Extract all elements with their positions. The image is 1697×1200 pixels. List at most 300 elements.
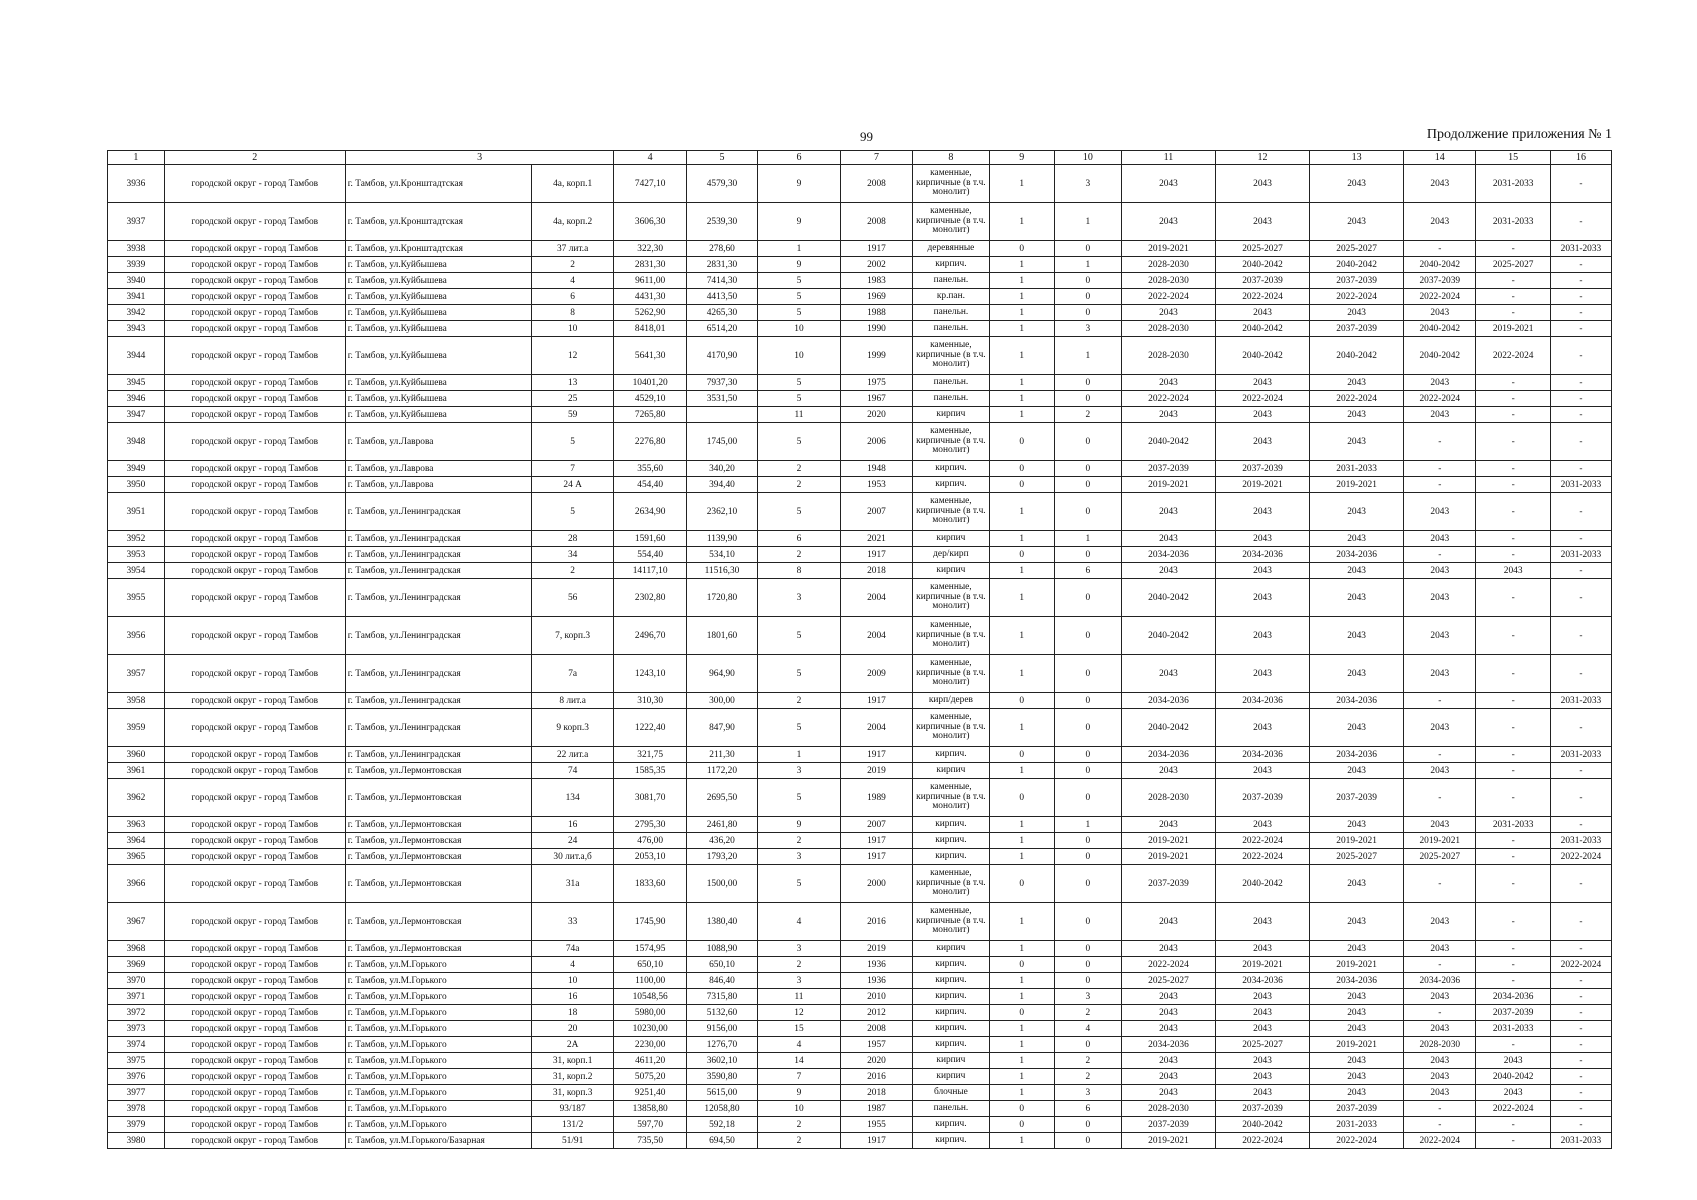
table-cell: 2040-2042 [1216,1117,1310,1133]
table-cell: кирпич. [913,1037,989,1053]
col-header: 6 [758,151,841,165]
table-cell: 2040-2042 [1121,617,1215,655]
table-cell: 2043 [1310,989,1404,1005]
table-cell: городской округ - город Тамбов [164,391,345,407]
table-cell: 0 [989,477,1054,493]
table-cell: 3964 [108,833,165,849]
table-cell: 1 [989,1069,1054,1085]
table-cell: 2037-2039 [1216,461,1310,477]
table-cell: кирпич. [913,849,989,865]
table-cell: г. Тамбов, ул.Лермонтовская [345,833,531,849]
col-header: 10 [1054,151,1121,165]
table-cell: - [1550,423,1611,461]
table-cell: 2043 [1310,531,1404,547]
table-cell: 2043 [1404,493,1476,531]
table-cell: 1 [989,321,1054,337]
table-cell: 5 [758,493,841,531]
table-cell: 1 [989,407,1054,423]
col-header: 1 [108,151,165,165]
table-cell: кирпич. [913,989,989,1005]
table-cell: 22 лит.а [531,747,614,763]
table-cell: 5 [758,273,841,289]
table-cell: кирпич. [913,1117,989,1133]
table-cell: 2 [1054,1005,1121,1021]
table-cell: 650,10 [686,957,757,973]
table-cell: 2034-2036 [1310,693,1404,709]
table-cell: 5 [531,493,614,531]
table-cell: - [1404,1117,1476,1133]
table-cell: блочные [913,1085,989,1101]
table-cell: 4 [758,1037,841,1053]
table-cell: 2040-2042 [1216,865,1310,903]
table-cell: 2043 [1310,423,1404,461]
table-cell: кирпич. [913,817,989,833]
table-cell: 454,40 [614,477,686,493]
table-cell: 1936 [840,957,912,973]
table-cell: 2040-2042 [1404,321,1476,337]
table-cell: 1917 [840,547,912,563]
table-cell: 59 [531,407,614,423]
table-cell: - [1550,709,1611,747]
table-cell: - [1550,865,1611,903]
table-cell: 5 [758,779,841,817]
table-cell: 6514,20 [686,321,757,337]
table-cell: 2043 [1216,617,1310,655]
table-cell: 1 [758,241,841,257]
table-cell: 2043 [1310,655,1404,693]
table-cell: - [1476,461,1550,477]
table-cell: г. Тамбов, ул.Лермонтовская [345,849,531,865]
table-cell: г. Тамбов, ул.Куйбышева [345,321,531,337]
table-cell: 4431,30 [614,289,686,305]
table-cell: 1088,90 [686,941,757,957]
table-cell: 2043 [1404,1085,1476,1101]
table-cell: 1222,40 [614,709,686,747]
table-cell: 3606,30 [614,203,686,241]
table-cell: 12 [758,1005,841,1021]
table-cell: 2040-2042 [1121,709,1215,747]
table-cell: 0 [989,865,1054,903]
table-cell: 1969 [840,289,912,305]
table-cell: 5075,20 [614,1069,686,1085]
table-cell: 650,10 [614,957,686,973]
table-cell: дер/кирп [913,547,989,563]
table-cell: 0 [1054,547,1121,563]
table-cell: 2028-2030 [1121,257,1215,273]
table-cell: 592,18 [686,1117,757,1133]
table-cell: 13858,80 [614,1101,686,1117]
table-cell: 2004 [840,579,912,617]
table-cell: - [1404,865,1476,903]
table-row [108,779,1612,817]
table-row [108,763,1612,779]
table-cell: - [1550,1101,1611,1117]
table-cell: 0 [1054,493,1121,531]
table-cell: 2043 [1121,903,1215,941]
table-cell: 2043 [1404,903,1476,941]
table-cell: 2043 [1121,1005,1215,1021]
table-cell: - [1476,273,1550,289]
table-cell: 8418,01 [614,321,686,337]
table-cell: 2019-2021 [1121,477,1215,493]
table-cell: г. Тамбов, ул.Ленинградская [345,563,531,579]
table-cell: - [1550,165,1611,203]
table-cell: 7а [531,655,614,693]
table-cell: 5 [531,423,614,461]
table-cell: 2043 [1121,563,1215,579]
table-cell: 3971 [108,989,165,1005]
table-cell: 8 [531,305,614,321]
table-cell: 2037-2039 [1216,273,1310,289]
table-cell: 10 [758,321,841,337]
table-cell: каменные, кирпичные (в т.ч. монолит) [913,903,989,941]
table-cell: г. Тамбов, ул.Лермонтовская [345,941,531,957]
table-cell: 5641,30 [614,337,686,375]
table-cell: каменные, кирпичные (в т.ч. монолит) [913,655,989,693]
table-cell: 10401,20 [614,375,686,391]
table-cell: 0 [1054,477,1121,493]
table-row [108,1037,1612,1053]
table-cell: городской округ - город Тамбов [164,1133,345,1149]
table-cell: 3979 [108,1117,165,1133]
table-cell: 11516,30 [686,563,757,579]
table-cell: - [1476,779,1550,817]
table-cell: 2043 [1216,989,1310,1005]
table-cell: 1 [989,203,1054,241]
table-cell: 3948 [108,423,165,461]
table-cell: 4а, корп.1 [531,165,614,203]
table-cell: 2025-2027 [1121,973,1215,989]
table-cell: 4170,90 [686,337,757,375]
table-row [108,337,1612,375]
table-cell: 1 [989,493,1054,531]
table-row [108,461,1612,477]
table-cell: - [1404,747,1476,763]
table-cell: 2037-2039 [1121,865,1215,903]
table-cell: 2019-2021 [1121,833,1215,849]
table-cell: 4 [1054,1021,1121,1037]
table-cell: 0 [1054,1117,1121,1133]
table-cell: - [1550,1085,1611,1101]
table-cell: 3957 [108,655,165,693]
table-cell: 2040-2042 [1216,337,1310,375]
table-cell: г. Тамбов, ул.М.Горького [345,1021,531,1037]
table-cell: 2043 [1404,165,1476,203]
table-cell: 2043 [1310,375,1404,391]
table-cell: 2019-2021 [1121,849,1215,865]
table-cell: 2034-2036 [1216,973,1310,989]
table-cell: 3944 [108,337,165,375]
col-header: 14 [1404,151,1476,165]
table-cell: - [1550,1005,1611,1021]
table-cell: 2025-2027 [1216,1037,1310,1053]
table-cell: г. Тамбов, ул.Лермонтовская [345,865,531,903]
table-cell: г. Тамбов, ул.М.Горького/Базарная [345,1133,531,1149]
table-cell: каменные, кирпичные (в т.ч. монолит) [913,493,989,531]
table-cell: г. Тамбов, ул.Куйбышева [345,289,531,305]
table-cell: 2034-2036 [1216,547,1310,563]
table-cell: 1745,90 [614,903,686,941]
table-cell: - [1476,957,1550,973]
table-cell: 436,20 [686,833,757,849]
table-cell: городской округ - город Тамбов [164,1117,345,1133]
table-cell: 2034-2036 [1404,973,1476,989]
table-cell: - [1550,579,1611,617]
table-cell: городской округ - город Тамбов [164,165,345,203]
table-cell: 3965 [108,849,165,865]
table-cell: 2037-2039 [1310,273,1404,289]
table-row [108,305,1612,321]
table-cell: 131/2 [531,1117,614,1133]
table-cell: г. Тамбов, ул.М.Горького [345,989,531,1005]
table-row [108,493,1612,531]
table-cell: кр.пан. [913,289,989,305]
table-cell: 1 [989,1053,1054,1069]
table-body [108,151,1612,1149]
table-cell: 2043 [1404,709,1476,747]
table-cell: 5 [758,617,841,655]
table-cell: 5262,90 [614,305,686,321]
table-cell: 11 [758,989,841,1005]
table-cell: 2028-2030 [1121,1101,1215,1117]
table-cell: 1 [989,1085,1054,1101]
table-cell: 2025-2027 [1216,241,1310,257]
table-cell: 0 [1054,289,1121,305]
table-cell: 1 [989,375,1054,391]
table-cell: 1953 [840,477,912,493]
table-cell: городской округ - город Тамбов [164,1005,345,1021]
table-cell: 2028-2030 [1121,321,1215,337]
table-cell: 2043 [1216,709,1310,747]
table-cell: 1 [989,337,1054,375]
table-cell: 3943 [108,321,165,337]
table-cell: 2020 [840,1053,912,1069]
table-cell: г. Тамбов, ул.Лаврова [345,423,531,461]
table-cell: 2034-2036 [1216,693,1310,709]
table-cell: 3081,70 [614,779,686,817]
table-cell: 1917 [840,1133,912,1149]
table-cell: 0 [1054,941,1121,957]
table-cell: 2043 [1121,407,1215,423]
table-cell: 4529,10 [614,391,686,407]
table-cell: городской округ - город Тамбов [164,241,345,257]
table-cell: 10230,00 [614,1021,686,1037]
table-cell: 3942 [108,305,165,321]
table-cell: 2022-2024 [1550,957,1611,973]
table-cell: 0 [989,779,1054,817]
table-cell: г. Тамбов, ул.Куйбышева [345,391,531,407]
table-row [108,833,1612,849]
table-cell: - [1550,531,1611,547]
table-cell: 2002 [840,257,912,273]
table-cell: 2043 [1121,375,1215,391]
table-cell: г. Тамбов, ул.Лермонтовская [345,817,531,833]
table-cell: 3962 [108,779,165,817]
table-cell: 1 [989,391,1054,407]
table-cell: 2043 [1216,563,1310,579]
table-cell: 4 [531,957,614,973]
table-cell: 14 [758,1053,841,1069]
table-cell: 31, корп.3 [531,1085,614,1101]
table-cell: 1989 [840,779,912,817]
table-cell: - [1404,693,1476,709]
table-cell: г. Тамбов, ул.Лермонтовская [345,763,531,779]
table-cell: 4 [531,273,614,289]
table-cell: 2043 [1216,493,1310,531]
table-cell: 2037-2039 [1121,1117,1215,1133]
table-cell: 2034-2036 [1310,973,1404,989]
table-cell: 2043 [1404,375,1476,391]
table-cell: 8 лит.а [531,693,614,709]
table-cell: 2043 [1310,305,1404,321]
table-cell: - [1550,321,1611,337]
table-cell: кирпич [913,1069,989,1085]
table-cell: 2 [1054,407,1121,423]
table-cell: каменные, кирпичные (в т.ч. монолит) [913,203,989,241]
table-cell: - [1550,1117,1611,1133]
table-cell: 2043 [1404,817,1476,833]
table-cell: 0 [1054,693,1121,709]
table-cell: 1 [989,165,1054,203]
table-cell: 1585,35 [614,763,686,779]
table-cell: г. Тамбов, ул.Куйбышева [345,257,531,273]
table-cell: 534,10 [686,547,757,563]
table-cell: 134 [531,779,614,817]
table-cell: 0 [1054,423,1121,461]
table-cell: 2043 [1216,655,1310,693]
table-cell: 3940 [108,273,165,289]
table-cell: городской округ - город Тамбов [164,423,345,461]
table-cell: 340,20 [686,461,757,477]
table-cell: 2496,70 [614,617,686,655]
table-row [108,1053,1612,1069]
table-cell: 2025-2027 [1310,241,1404,257]
table-cell: городской округ - город Тамбов [164,617,345,655]
table-cell: - [1550,973,1611,989]
table-row [108,563,1612,579]
table-cell: городской округ - город Тамбов [164,321,345,337]
table-cell: 34 [531,547,614,563]
table-cell: каменные, кирпичные (в т.ч. монолит) [913,709,989,747]
table-cell: 2043 [1216,1069,1310,1085]
table-cell: 0 [1054,655,1121,693]
table-cell: кирпич [913,941,989,957]
table-cell: 2043 [1216,1005,1310,1021]
table-cell: 2022-2024 [1121,957,1215,973]
table-cell: 3967 [108,903,165,941]
table-cell: 1100,00 [614,973,686,989]
table-cell: 2034-2036 [1121,1037,1215,1053]
table-cell: панельн. [913,1101,989,1117]
table-row [108,1085,1612,1101]
table-cell: 2043 [1310,1085,1404,1101]
table-cell: - [1404,423,1476,461]
table-cell: 2 [758,547,841,563]
table-cell: 6 [1054,1101,1121,1117]
table-cell: 2019-2021 [1310,477,1404,493]
table-cell: 3941 [108,289,165,305]
table-cell: 10 [531,321,614,337]
table-cell: 3963 [108,817,165,833]
table-cell: 28 [531,531,614,547]
table-cell: 3968 [108,941,165,957]
table-cell: 310,30 [614,693,686,709]
table-row [108,655,1612,693]
table-cell: 7 [758,1069,841,1085]
table-cell: 2043 [1216,1053,1310,1069]
table-cell: 2043 [1310,1021,1404,1037]
table-cell: - [1550,337,1611,375]
table-cell: городской округ - город Тамбов [164,747,345,763]
table-cell: 2043 [1121,1085,1215,1101]
table-cell: городской округ - город Тамбов [164,493,345,531]
table-cell: 2022-2024 [1216,849,1310,865]
table-cell: 2007 [840,493,912,531]
table-cell: 20 [531,1021,614,1037]
table-cell: каменные, кирпичные (в т.ч. монолит) [913,337,989,375]
table-cell: 2043 [1476,1085,1550,1101]
table-cell: 2022-2024 [1310,289,1404,305]
table-cell: кирп/дерев [913,693,989,709]
table-cell: 2031-2033 [1550,693,1611,709]
table-cell: городской округ - город Тамбов [164,531,345,547]
table-cell: 3978 [108,1101,165,1117]
table-cell: 2 [758,957,841,973]
table-cell: 3 [1054,1085,1121,1101]
table-cell: 2025-2027 [1476,257,1550,273]
table-cell: 2043 [1121,1069,1215,1085]
table-cell: 7937,30 [686,375,757,391]
table-cell: 2461,80 [686,817,757,833]
table-cell: 51/91 [531,1133,614,1149]
table-cell: 1957 [840,1037,912,1053]
table-cell: каменные, кирпичные (в т.ч. монолит) [913,779,989,817]
table-cell: 2043 [1310,941,1404,957]
table-cell: 1917 [840,693,912,709]
table-cell: 1 [989,973,1054,989]
table-cell: 846,40 [686,973,757,989]
table-cell: кирпич [913,531,989,547]
table-cell: 2022-2024 [1121,289,1215,305]
table-cell: 0 [989,461,1054,477]
table-cell: 2037-2039 [1216,779,1310,817]
table-cell: городской округ - город Тамбов [164,305,345,321]
col-header: 7 [840,151,912,165]
table-cell: 2019-2021 [1121,241,1215,257]
page-number: 99 [860,129,873,144]
table-cell: 2043 [1404,203,1476,241]
table-cell: - [1550,407,1611,423]
table-cell: 1 [989,1037,1054,1053]
table-cell: - [1550,989,1611,1005]
table-cell: - [1550,461,1611,477]
table-cell: 2043 [1404,763,1476,779]
table-cell: кирпич. [913,747,989,763]
table-cell: панельн. [913,305,989,321]
table-cell: 18 [531,1005,614,1021]
table-cell: 2020 [840,407,912,423]
table-cell: 2 [758,477,841,493]
table-cell: 2031-2033 [1310,461,1404,477]
table-cell: кирпич. [913,957,989,973]
table-cell: 1801,60 [686,617,757,655]
table-cell: 2037-2039 [1310,321,1404,337]
table-cell: 14117,10 [614,563,686,579]
table-cell: 2043 [1121,165,1215,203]
table-cell: 1 [989,903,1054,941]
table-row [108,1101,1612,1117]
table-cell: - [1476,833,1550,849]
